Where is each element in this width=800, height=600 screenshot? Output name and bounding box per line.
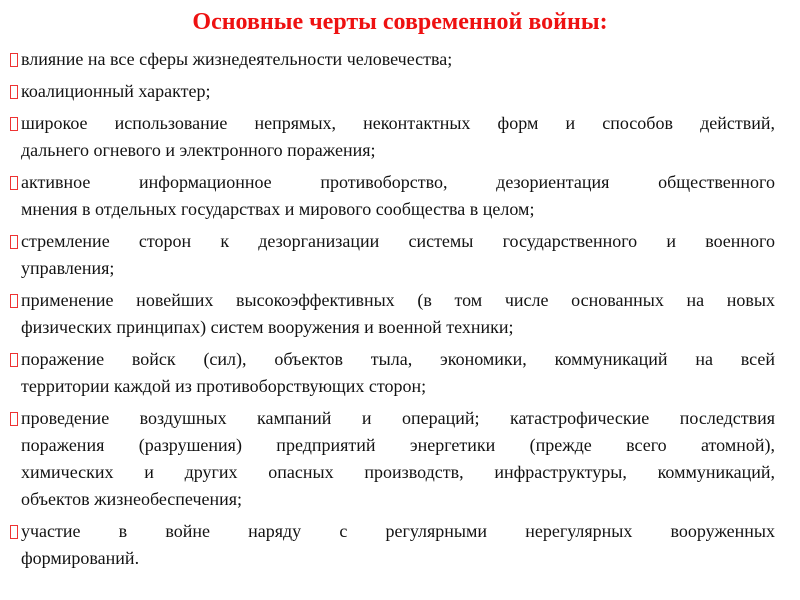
item-line: проведение воздушных кампаний и операций; катастрофические последствия: [21, 408, 775, 428]
item-line: участие в войне наряду с регулярными нерегулярных вооруженных: [21, 521, 775, 541]
item-line: поражение войск (сил), объектов тыла, экономики, коммуникаций на всей: [21, 349, 775, 369]
item-line: активное информационное противоборство, дезориентация общественного: [21, 172, 775, 192]
item-line: формирований.: [21, 548, 140, 568]
item-line: широкое использование непрямых, неконтактных форм и способов действий,: [21, 113, 775, 133]
bullet-list: [10, 46, 775, 577]
checkbox-bullet-icon: [10, 176, 18, 190]
list-item: [10, 78, 775, 105]
list-item: [10, 346, 775, 400]
item-line: мнения в отдельных государствах и мирового сообщества в целом;: [21, 199, 535, 219]
item-line: химических и других опасных производств, инфраструктуры, коммуникаций,: [21, 462, 775, 482]
list-item: [10, 518, 775, 572]
slide-title: Основные черты современной войны:: [192, 9, 608, 35]
checkbox-bullet-icon: [10, 412, 18, 426]
item-line: дальнего огневого и электронного поражения;: [21, 140, 376, 160]
item-line: объектов жизнеобеспечения;: [21, 489, 243, 509]
checkbox-bullet-icon: [10, 353, 18, 367]
list-item: [10, 287, 775, 341]
item-line: коалиционный характер;: [21, 81, 211, 101]
item-line: физических принципах) систем вооружения и военной техники;: [21, 317, 514, 337]
checkbox-bullet-icon: [10, 294, 18, 308]
item-line: применение новейших высокоэффективных (в том числе основанных на новых: [21, 290, 775, 310]
checkbox-bullet-icon: [10, 235, 18, 249]
list-item: [10, 228, 775, 282]
checkbox-bullet-icon: [10, 85, 18, 99]
item-line: стремление сторон к дезорганизации системы государственного и военного: [21, 231, 775, 251]
item-line: территории каждой из противоборствующих сторон;: [21, 376, 427, 396]
list-item: [10, 405, 775, 513]
checkbox-bullet-icon: [10, 525, 18, 539]
checkbox-bullet-icon: [10, 53, 18, 67]
checkbox-bullet-icon: [10, 117, 18, 131]
list-item: [10, 46, 775, 73]
item-line: поражения (разрушения) предприятий энергетики (прежде всего атомной),: [21, 435, 775, 455]
item-line: управления;: [21, 258, 115, 278]
item-line: влияние на все сферы жизнедеятельности человечества;: [21, 49, 453, 69]
list-item: [10, 110, 775, 164]
list-item: [10, 169, 775, 223]
